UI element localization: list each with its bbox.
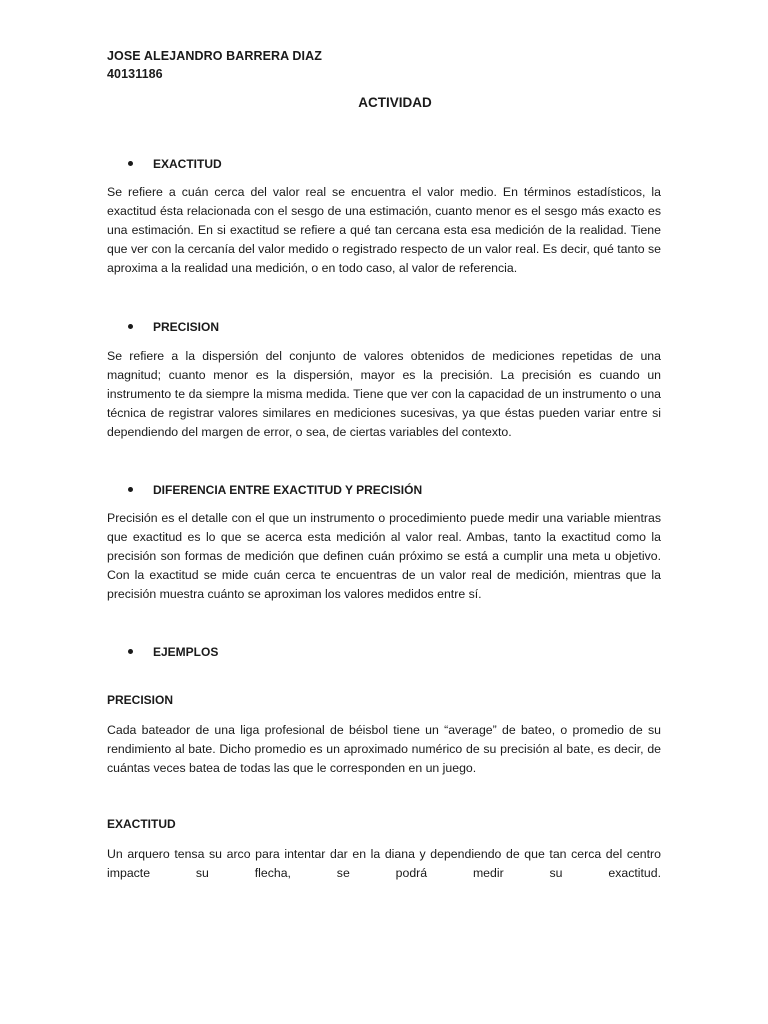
subheading-exactitud-example: EXACTITUD <box>107 817 176 831</box>
heading-precision-text: PRECISION <box>153 320 220 334</box>
bullet-icon <box>128 324 133 329</box>
bullet-icon <box>128 649 133 654</box>
heading-ejemplos-text: EJEMPLOS <box>153 645 219 659</box>
paragraph-precision: Se refiere a la dispersión del conjunto de valores obtenidos de mediciones repetidas de una magnitud; cuanto menor es la dispersión, mayor es la precisión. La precisión es cuando un instrumento te da siempre la misma medida. Tiene que ver con la capacidad de un instrumento o una técnica de registrar valores similares en mediciones sucesivas, ya que éstas pueden variar entre si dependiendo del margen de error, o sea, de ciertas variables del contexto. <box>107 349 661 439</box>
paragraph-exactitud: Se refiere a cuán cerca del valor real se encuentra el valor medio. En términos estadísticos, la exactitud ésta relacionada con el sesgo de una estimación, cuanto menor es el sesgo más exacto es una estimación. En si exactitud se refiere a qué tan cercana esta esa medición de la realidad. Tiene que ver con la cercanía del valor medido o registrado respecto de un valor real. Es decir, qué tanto se aproxima a la realidad una medición, o en todo caso, al valor de referencia. <box>107 185 661 275</box>
bullet-icon <box>128 161 133 166</box>
paragraph-precision-example: Cada bateador de una liga profesional de béisbol tiene un “average” de bateo, o promedio de su rendimiento al bate. Dicho promedio es un aproximado numérico de su precisión al bate, es decir, de cuántas veces batea de todas las que le corresponden en un juego. <box>107 723 661 775</box>
heading-exactitud-text: EXACTITUD <box>153 157 222 171</box>
subheading-precision-example: PRECISION <box>107 693 174 707</box>
heading-diferencia-text: DIFERENCIA ENTRE EXACTITUD Y PRECISIÓN <box>153 483 423 497</box>
author-id: 40131186 <box>107 67 163 81</box>
author-block <box>107 47 322 83</box>
bullet-icon <box>128 487 133 492</box>
author-name: JOSE ALEJANDRO BARRERA DIAZ <box>107 49 322 63</box>
paragraph-diferencia: Precisión es el detalle con el que un instrumento o procedimiento puede medir una variable mientras que exactitud es lo que se acerca esta medición al valor real. Ambas, tanto la exactitud como la precisión son formas de medición que definen cuán próximo se está a cumplir una meta u objetivo. Con la exactitud se mide cuán cerca te encuentras de un valor real de medición, mientras que la precisión muestra cuánto se aproximan los valores medidos entre sí. <box>107 511 661 601</box>
document-title: ACTIVIDAD <box>358 95 432 110</box>
paragraph-exactitud-example: Un arquero tensa su arco para intentar dar en la diana y dependiendo de que tan cerca del centro impacte su flecha, se podrá medir su exactitud. <box>107 847 661 880</box>
